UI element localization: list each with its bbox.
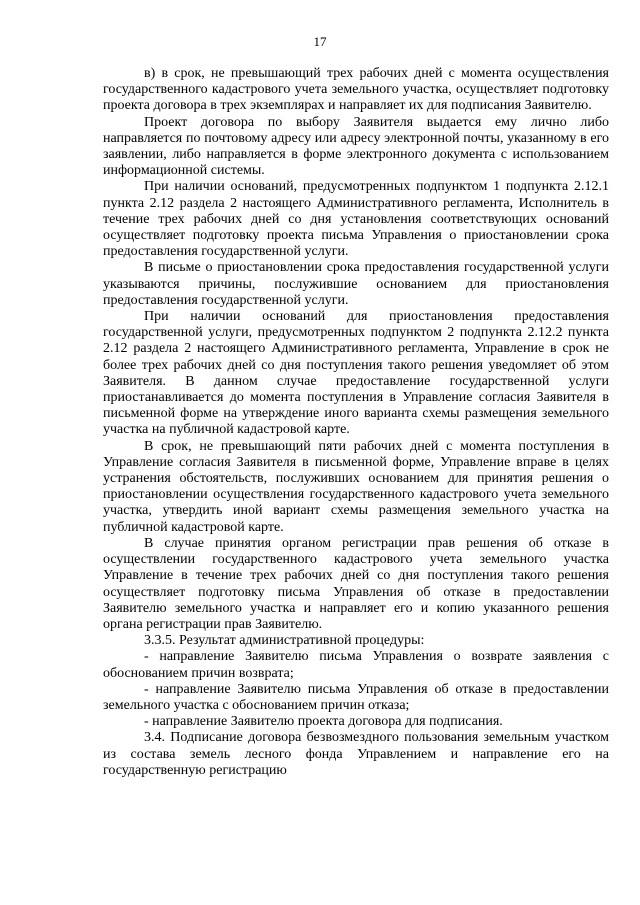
paragraph-registration-refusal: В случае принятия органом регистрации прав решения об отказе в осуществлении государственного кадастрового учета земельного участка Управление в течение трех рабочих дней со дня поступления такого решения осуществляет подготовку письма Управления об отказе в предоставлении Заявителю земельного участка и направляет его и копию указанного решения органа регистрации прав Заявителю. xyxy=(103,535,609,632)
document-body xyxy=(103,66,609,779)
paragraph-alternative-scheme: В срок, не превышающий пяти рабочих дней с момента поступления в Управление согласия Заявителя в письменной форме, Управление вправе в целях устранения обстоятельств, послуживших основанием для принятия решения о приостановлении осуществления государственного кадастрового учета земельного участка, утвердить иной вариант схемы размещения земельного участка на публичной кадастровой карте. xyxy=(103,438,609,535)
paragraph-signing-deadline: в) в срок, не превышающий трех рабочих дней с момента осуществления государственного кадастрового учета земельного участка, осуществляет подготовку проекта договора в трех экземплярах и направляет их для подписания Заявителю. xyxy=(103,66,609,114)
paragraph-draft-delivery: Проект договора по выбору Заявителя выдается ему лично либо направляется по почтовому адресу или адресу электронной почты, указанному в его заявлении, либо направляется в форме электронного документа с использованием информационной системы. xyxy=(103,114,609,179)
paragraph-suspension-letter: В письме о приостановлении срока предоставления государственной услуги указываются причины, послужившие основанием для приостановления предоставления государственной услуги. xyxy=(103,260,609,308)
list-item-refusal-letter: - направление Заявителю письма Управления об отказе в предоставлении земельного участка с обоснованием причин отказа; xyxy=(103,681,609,713)
list-item-draft-contract: - направление Заявителю проекта договора для подписания. xyxy=(144,714,503,730)
paragraph-procedure-result: 3.3.5. Результат административной процедуры: xyxy=(144,633,425,649)
paragraph-suspension-grounds: При наличии оснований, предусмотренных подпунктом 1 подпункта 2.12.1 пункта 2.12 раздела 2 настоящего Административного регламента, Исполнитель в течение трех рабочих дней со дня установления соответствующих оснований осуществляет подготовку проекта письма Управления о приостановлении срока предоставления государственной услуги. xyxy=(103,179,609,260)
page-number: 17 xyxy=(313,34,327,49)
paragraph-suspension-notice: При наличии оснований для приостановления предоставления государственной услуги, предусмотренных подпунктом 2 подпункта 2.12.2 пункта 2.12 раздела 2 настоящего Административного регламента, Управление в срок не более трех рабочих дней со дня поступления такого решения уведомляет об этом Заявителя. В данном случае предоставление государственной услуги приостанавливается до момента поступления в Управление согласия Заявителя в письменной форме на утверждение иного варианта схемы размещения земельного участка на публичной кадастровой карте. xyxy=(103,309,609,438)
list-item-return-letter: - направление Заявителю письма Управления о возврате заявления с обоснованием причин возврата; xyxy=(103,649,609,681)
paragraph-section-3-4: 3.4. Подписание договора безвозмездного пользования земельным участком из состава земель лесного фонда Управлением и направление его на государственную регистрацию xyxy=(103,730,609,778)
